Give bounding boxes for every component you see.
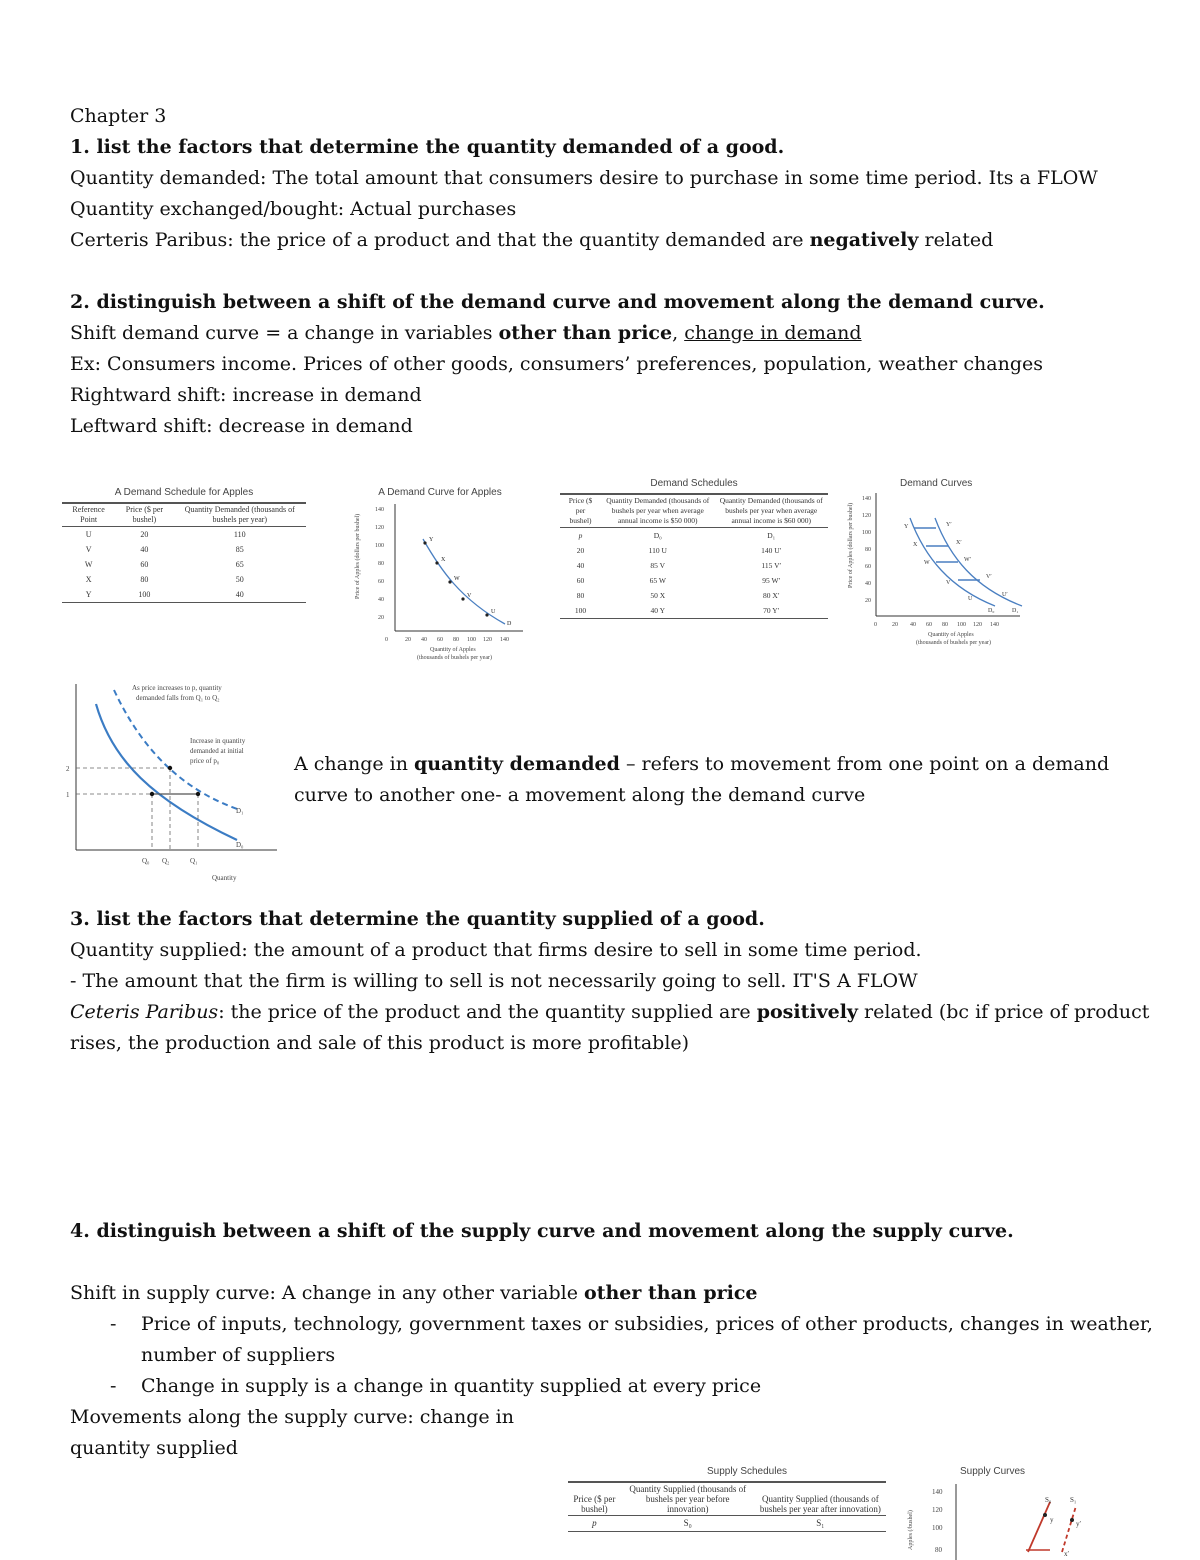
point-label: V xyxy=(946,580,951,586)
y-tick: 120 xyxy=(862,513,871,519)
curve-label: S₀ xyxy=(1045,1496,1052,1504)
point-label: U xyxy=(968,596,973,602)
price-label: 2 xyxy=(66,765,70,773)
x-tick: 0 xyxy=(874,622,877,628)
table-header: Quantity Supplied (thousands of bushels per year before innovation) xyxy=(621,1482,755,1516)
table-row: 40 85 V 115 V′ xyxy=(576,561,782,570)
annotation: price of p₀ xyxy=(190,757,220,765)
figure-title: Demand Curves xyxy=(900,478,973,489)
x-axis-label: Quantity of Apples xyxy=(928,632,974,638)
curve-d0 xyxy=(96,704,237,840)
x-tick: 100 xyxy=(467,637,476,643)
table-row: 20 110 U 140 U′ xyxy=(576,546,782,555)
point xyxy=(196,792,200,796)
s4-line-2: Movements along the supply curve: change in xyxy=(70,1406,514,1428)
x-tick: 80 xyxy=(942,622,948,628)
s4-line-1: Shift in supply curve: A change in any other variable other than price xyxy=(70,1282,758,1304)
s1-line-2: Quantity exchanged/bought: Actual purchases xyxy=(70,198,517,220)
s4-bullet-2: Change in supply is a change in quantity supplied at every price xyxy=(141,1375,762,1397)
y-tick: 80 xyxy=(378,561,384,567)
y-tick: 20 xyxy=(378,615,384,621)
demand-curve-figure xyxy=(345,487,535,672)
figure-title: A Demand Schedule for Apples xyxy=(114,487,254,498)
table-header: Reference Point xyxy=(62,503,115,527)
section-4-heading: 4. distinguish between a shift of the supply curve and movement along the supply curve. xyxy=(70,1220,1014,1242)
demand-schedule-table xyxy=(62,502,306,603)
bullet-dash: - xyxy=(110,1313,117,1335)
s2b-line-1: A change in quantity demanded – refers to movement from one point on a demand xyxy=(294,753,1110,775)
demand-curve-chart xyxy=(345,499,535,674)
demand-schedules-figure xyxy=(560,478,828,619)
table-row: 80 50 X 80 X′ xyxy=(576,591,780,600)
s4-line-3: quantity supplied xyxy=(70,1437,238,1459)
demand-curves-figure xyxy=(840,478,1030,658)
point-label: U′ xyxy=(1002,592,1008,598)
curve-label: D₀ xyxy=(988,608,995,614)
y-tick: 140 xyxy=(375,507,384,513)
x-tick: 140 xyxy=(990,622,999,628)
table-row: 60 65 W 95 W′ xyxy=(576,576,781,585)
q-label: Q₁ xyxy=(190,857,198,865)
curve-label: D₁ xyxy=(236,807,244,815)
table-header: Price ($ per bushel) xyxy=(560,494,601,528)
point-label: X xyxy=(441,557,446,563)
y-tick: 60 xyxy=(865,564,871,570)
movement-along-curve-figure xyxy=(62,680,287,888)
s4-bullet-1b: number of suppliers xyxy=(141,1344,336,1366)
table-header: Quantity Supplied (thousands of bushels per year after innovation) xyxy=(755,1482,886,1516)
x-tick: 0 xyxy=(385,637,388,643)
x-tick: 20 xyxy=(405,637,411,643)
point-x xyxy=(435,561,438,564)
point-label: W xyxy=(924,560,930,566)
x-tick: 120 xyxy=(973,622,982,628)
q-label: Q₂ xyxy=(162,857,170,865)
y-tick: 40 xyxy=(378,597,384,603)
point-label: V xyxy=(467,593,472,599)
price-label: 1 xyxy=(66,791,70,799)
s2-line-4: Leftward shift: decrease in demand xyxy=(70,415,413,437)
s2-line-3: Rightward shift: increase in demand xyxy=(70,384,422,406)
point xyxy=(168,766,172,770)
supply-curves-figure xyxy=(900,1466,1100,1558)
x-axis-label-2: (thousands of bushels per year) xyxy=(916,640,991,646)
point-y xyxy=(423,541,426,544)
point-label: X xyxy=(913,542,918,548)
annotation: demanded falls from Q₁ to Q₂ xyxy=(136,694,220,702)
point-label: Y xyxy=(429,537,434,543)
point-label: Y′ xyxy=(946,522,952,528)
table-row: U 20 110 xyxy=(85,530,246,539)
y-tick: 40 xyxy=(865,581,871,587)
point-label: W xyxy=(454,576,460,582)
table-header: Quantity Demanded (thousands of bushels per year when average annual income is $60 000) xyxy=(715,494,829,528)
x-tick: 120 xyxy=(483,637,492,643)
point-label: U xyxy=(491,609,496,615)
y-tick: 80 xyxy=(865,547,871,553)
bullet-dash: - xyxy=(110,1375,117,1397)
annotation: demanded at initial xyxy=(190,747,244,755)
table-header: Price ($ per bushel) xyxy=(115,503,173,527)
point-label: y xyxy=(1050,1516,1054,1524)
s1-line-1: Quantity demanded: The total amount that consumers desire to purchase in some time period. Its a FLOW xyxy=(70,167,1098,189)
point xyxy=(1070,1518,1074,1522)
movement-chart xyxy=(62,680,287,888)
point xyxy=(150,792,154,796)
figure-title: Supply Schedules xyxy=(706,1466,788,1477)
section-2-heading: 2. distinguish between a shift of the demand curve and movement along the demand curve. xyxy=(70,291,1045,313)
s2b-line-2: curve to another one- a movement along the demand curve xyxy=(294,784,866,806)
point-label: V′ xyxy=(986,574,992,580)
section-3-heading: 3. list the factors that determine the quantity supplied of a good. xyxy=(70,908,765,930)
s2-line-1: Shift demand curve = a change in variables other than price, change in demand xyxy=(70,322,862,344)
y-tick: 120 xyxy=(375,525,384,531)
supply-schedules-figure xyxy=(568,1466,886,1553)
y-tick: 140 xyxy=(862,496,871,502)
figure-title: A Demand Curve for Apples xyxy=(378,487,502,498)
y-tick: 80 xyxy=(935,1546,942,1554)
s1-line-3: Certeris Paribus: the price of a product and that the quantity demanded are negatively related xyxy=(70,229,994,251)
x-tick: 100 xyxy=(957,622,966,628)
supply-curves-chart xyxy=(900,1480,1100,1560)
s3-line-2: - The amount that the firm is willing to sell is not necessarily going to sell. IT'S A FLOW xyxy=(70,970,918,992)
curve-label: D₀ xyxy=(236,841,244,849)
x-axis-label: Quantity xyxy=(212,874,237,882)
point-label: W′ xyxy=(964,557,971,563)
section-1-heading: 1. list the factors that determine the quantity demanded of a good. xyxy=(70,136,785,158)
s3-line-1: Quantity supplied: the amount of a product that firms desire to sell in some time period. xyxy=(70,939,922,961)
curve-label: D xyxy=(507,621,512,627)
s4-bullet-1a: Price of inputs, technology, government taxes or subsidies, prices of other products, changes in weather, xyxy=(141,1313,1153,1335)
x-tick: 40 xyxy=(421,637,427,643)
table-row: Y 100 40 xyxy=(85,590,244,599)
y-tick: 100 xyxy=(862,530,871,536)
demand-curves-chart xyxy=(840,488,1030,658)
table-row: p S₀ S₁ xyxy=(592,1518,825,1528)
figure-title: Supply Curves xyxy=(960,1466,1026,1477)
table-header: Price ($ per bushel) xyxy=(568,1482,621,1516)
point-label: y′ xyxy=(1076,1520,1082,1528)
x-tick: 80 xyxy=(453,637,459,643)
table-header: Quantity Demanded (thousands of bushels per year when average annual income is $50 000) xyxy=(601,494,714,528)
supply-curve-s0 xyxy=(1028,1502,1050,1552)
y-tick: 140 xyxy=(932,1488,943,1496)
point-v xyxy=(461,597,464,600)
y-tick: 20 xyxy=(865,598,871,604)
annotation: Increase in quantity xyxy=(190,737,246,745)
x-tick: 40 xyxy=(910,622,916,628)
curve-label: S₁ xyxy=(1070,1496,1077,1504)
y-axis-label: Apples (/bushel) xyxy=(908,1510,914,1550)
y-tick: 60 xyxy=(378,579,384,585)
table-row: X 80 50 xyxy=(85,575,244,584)
s2-line-2: Ex: Consumers income. Prices of other goods, consumers’ preferences, population, weather changes xyxy=(70,353,1043,375)
demand-schedule-figure xyxy=(62,487,306,603)
table-row: 100 40 Y 70 Y′ xyxy=(574,606,780,615)
y-tick: 120 xyxy=(932,1506,943,1514)
point-u xyxy=(485,613,488,616)
annotation: As price increases to p, quantity xyxy=(132,684,222,692)
table-row: p D₀ D₁ xyxy=(578,531,776,540)
chapter-title: Chapter 3 xyxy=(70,105,167,127)
y-axis-label: Price of Apples (dollars per bushel) xyxy=(355,513,361,599)
curve-label: D₁ xyxy=(1012,608,1019,614)
s3-line-4: rises, the production and sale of this product is more profitable) xyxy=(70,1032,690,1054)
x-axis-label-2: (thousands of bushels per year) xyxy=(417,655,492,661)
point-label: X′ xyxy=(956,540,962,546)
y-tick: 100 xyxy=(375,543,384,549)
x-axis-label: Quantity of Apples xyxy=(430,647,476,653)
x-tick: 140 xyxy=(500,637,509,643)
x-tick: 60 xyxy=(926,622,932,628)
point-label: Y xyxy=(904,524,909,530)
y-tick: 100 xyxy=(932,1524,943,1532)
table-row: W 60 65 xyxy=(84,560,244,569)
figure-title: Demand Schedules xyxy=(650,478,738,489)
point-w xyxy=(448,580,451,583)
y-axis-label: Price of Apples (dollars per bushel) xyxy=(848,502,854,588)
point-label: x′ xyxy=(1064,1550,1070,1558)
table-row: V 40 85 xyxy=(85,545,244,554)
x-tick: 60 xyxy=(437,637,443,643)
point xyxy=(1043,1513,1047,1517)
supply-curve-s1 xyxy=(1062,1506,1076,1552)
q-label: Q₀ xyxy=(142,857,150,865)
demand-schedules-table xyxy=(560,493,828,619)
table-header: Quantity Demanded (thousands of bushels per year) xyxy=(174,503,306,527)
supply-schedules-table xyxy=(568,1481,886,1532)
s3-line-3: Ceteris Paribus: the price of the product and the quantity supplied are positively related (bc if price of product xyxy=(70,1001,1150,1023)
x-tick: 20 xyxy=(892,622,898,628)
